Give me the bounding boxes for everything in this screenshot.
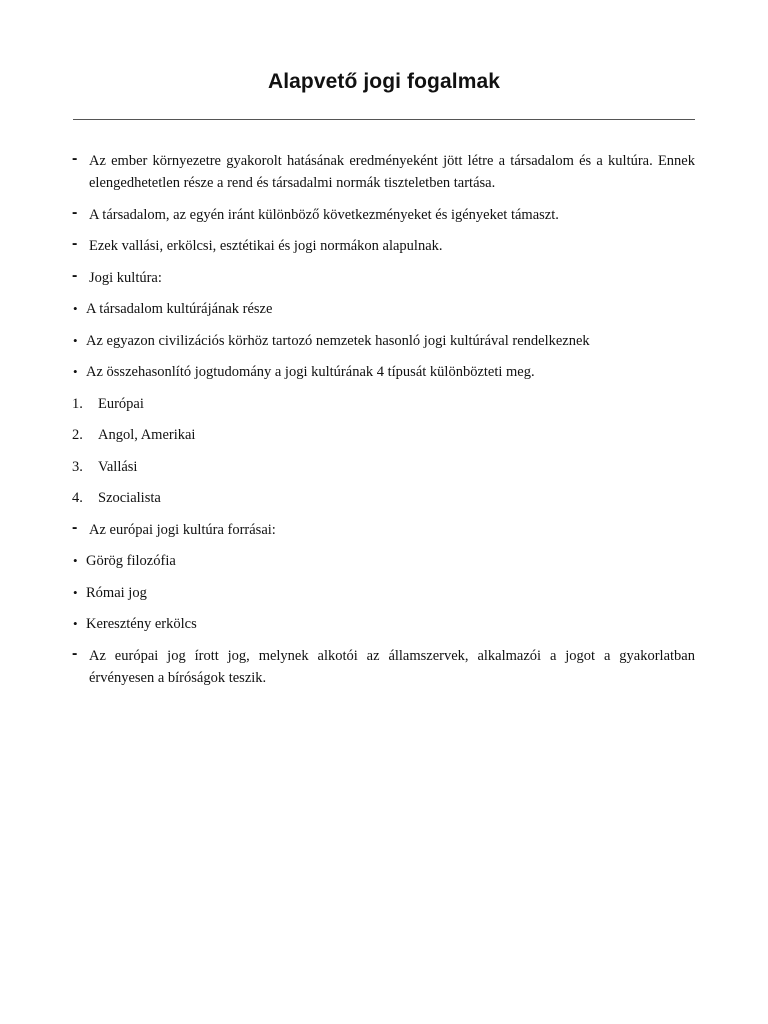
bullet-marker: • bbox=[73, 332, 78, 348]
list-item bbox=[72, 487, 695, 509]
list-item-text: A társadalom kultúrájának része bbox=[86, 301, 273, 317]
list-item bbox=[72, 330, 695, 352]
list-item-text: Ezek vallási, erkölcsi, esztétikai és jogi normákon alapulnak. bbox=[89, 238, 443, 254]
list-item-text: Az ember környezetre gyakorolt hatásának eredményeként jött létre a társadalom és a kultúra. Ennek elengedhetetlen része a rend és társadalmi normák tiszteletben tartása. bbox=[89, 153, 695, 191]
list-item bbox=[72, 235, 695, 257]
list-item-text: Az európai jog írott jog, melynek alkotói az államszervek, alkalmazói a jogot a gyakorlatban érvényesen a bíróságok teszik. bbox=[89, 647, 695, 686]
list-item bbox=[72, 424, 695, 446]
dash-marker: - bbox=[72, 266, 78, 284]
list-item bbox=[72, 645, 695, 689]
list-item bbox=[72, 150, 695, 194]
list-item-text: Angol, Amerikai bbox=[98, 427, 196, 443]
list-item-text: Az összehasonlító jogtudomány a jogi kultúrának 4 típusát különbözteti meg. bbox=[86, 364, 535, 380]
list-item bbox=[72, 204, 695, 226]
list-item bbox=[72, 361, 695, 383]
number-marker: 4. bbox=[72, 490, 83, 506]
list-item-text: Jogi kultúra: bbox=[89, 269, 162, 286]
list-item-text: Görög filozófia bbox=[86, 553, 176, 569]
bullet-marker: • bbox=[73, 584, 78, 600]
dash-marker: - bbox=[72, 644, 78, 662]
number-marker: 3. bbox=[72, 458, 83, 475]
list-item bbox=[72, 582, 695, 604]
bullet-marker: • bbox=[73, 616, 78, 631]
list-item-text: Keresztény erkölcs bbox=[86, 616, 197, 632]
list-item bbox=[72, 393, 695, 415]
number-marker: 2. bbox=[72, 427, 83, 443]
bullet-marker: • bbox=[73, 301, 78, 316]
bullet-marker: • bbox=[73, 553, 78, 568]
list-item bbox=[72, 298, 695, 320]
list-item bbox=[72, 456, 695, 478]
list-item bbox=[72, 550, 695, 572]
page-title: Alapvető jogi fogalmak bbox=[267, 70, 501, 93]
list-item-text: Az egyazon civilizációs körhöz tartozó nemzetek hasonló jogi kultúrával rendelkeznek bbox=[86, 332, 590, 349]
list-item-text: Szocialista bbox=[98, 490, 161, 506]
title-divider bbox=[73, 119, 695, 120]
dash-marker: - bbox=[72, 235, 78, 252]
list-item bbox=[72, 519, 695, 541]
list-item-text: Római jog bbox=[86, 584, 147, 601]
list-item-text: Az európai jogi kultúra forrásai: bbox=[89, 521, 276, 538]
list-item bbox=[72, 267, 695, 289]
list-item bbox=[72, 613, 695, 635]
list-item-text: Vallási bbox=[98, 458, 138, 475]
list-item-text: A társadalom, az egyén iránt különböző következményeket és igényeket támaszt. bbox=[89, 206, 559, 223]
list-item-text: Európai bbox=[98, 395, 144, 412]
dash-marker: - bbox=[72, 150, 78, 167]
dash-marker: - bbox=[72, 203, 78, 221]
bullet-marker: • bbox=[73, 364, 78, 379]
number-marker: 1. bbox=[72, 395, 83, 412]
document-body bbox=[72, 150, 695, 698]
dash-marker: - bbox=[72, 518, 78, 536]
